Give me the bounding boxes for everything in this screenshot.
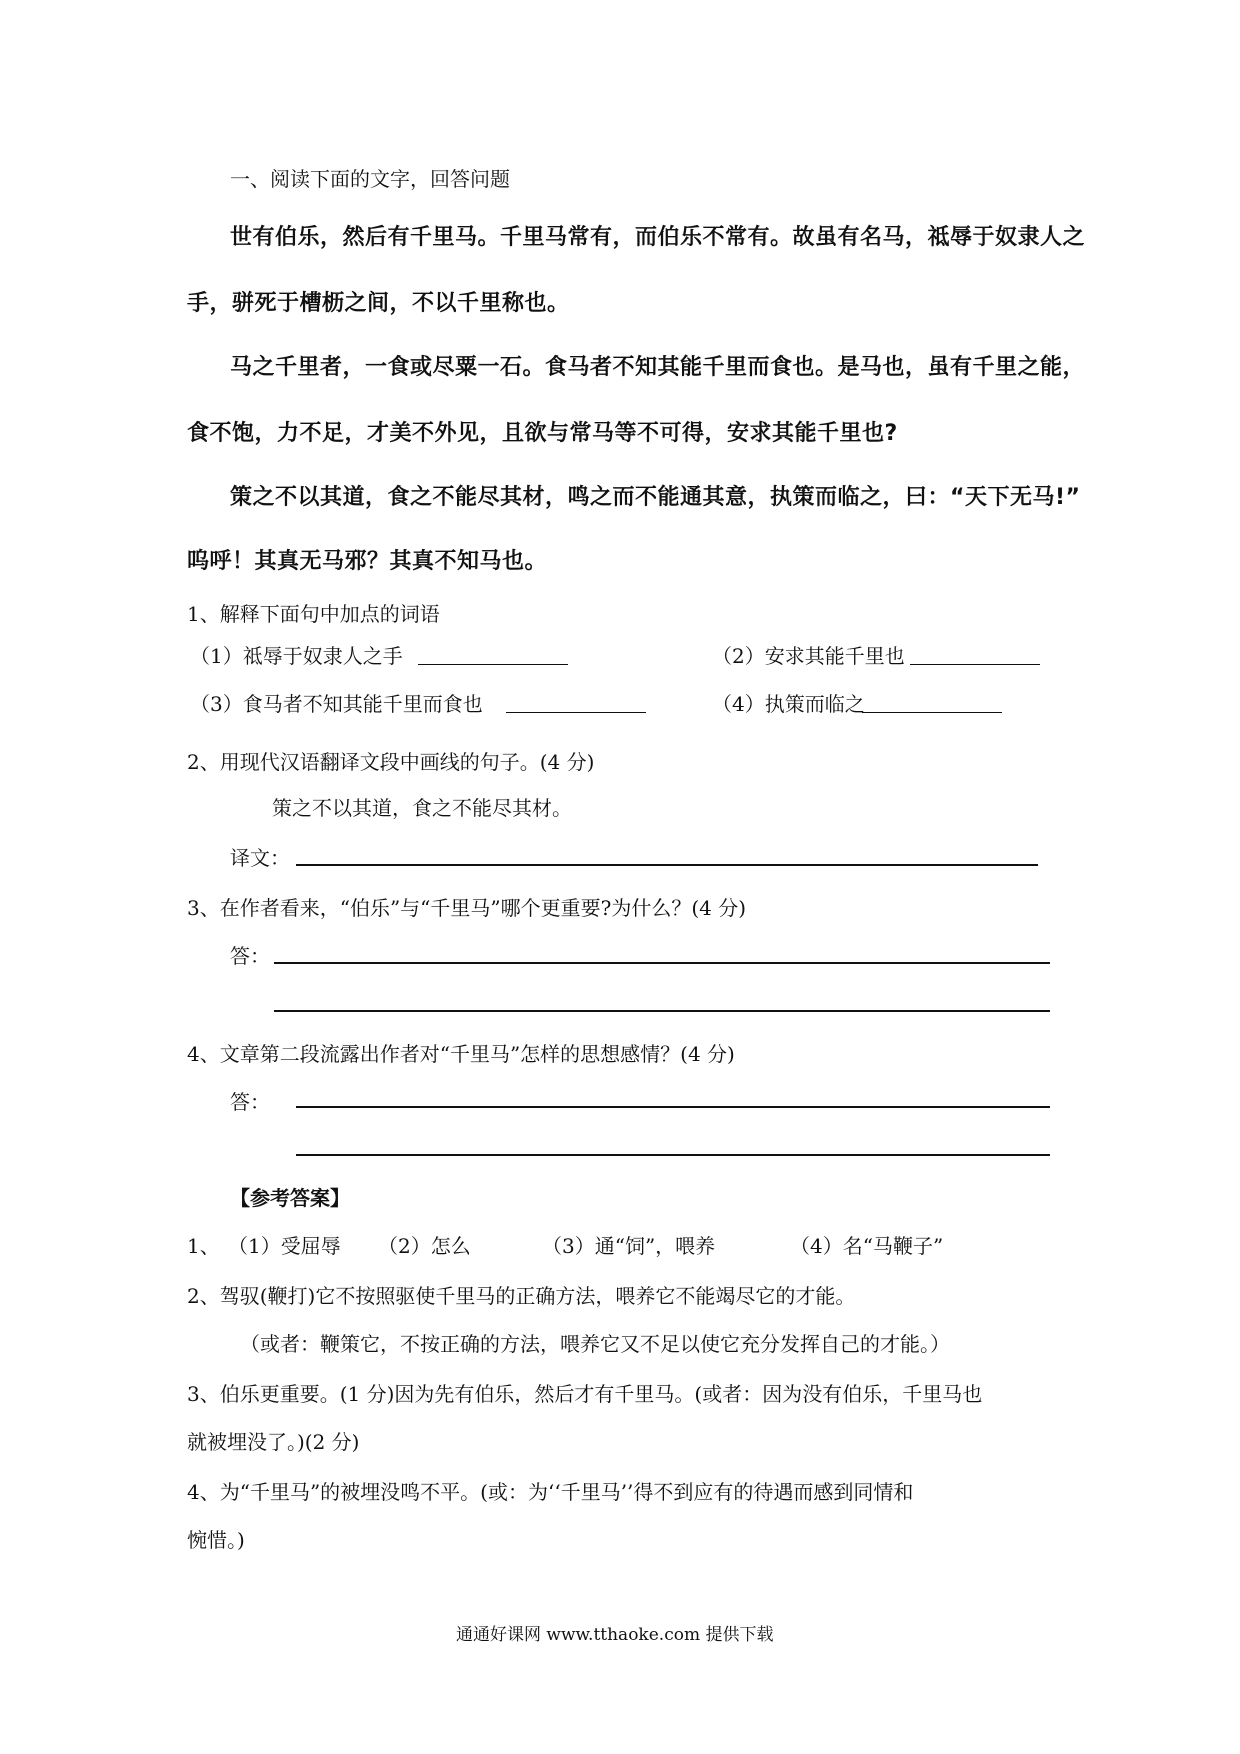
passage-p3-line1: 策之不以其道，食之不能尽其材，鸣之而不能通其意，执策而临之，曰：“天下无马!”	[230, 485, 1081, 510]
passage-p2-line1: 马之千里者，一食或尽粟一石。食马者不知其能千里而食也。是马也，虽有千里之能，	[230, 355, 1086, 380]
question-2-answer-label: 译文：	[230, 846, 290, 870]
answer-1-item-3: （3）通“饲”，喂养	[542, 1234, 716, 1258]
question-4-answer-line-2[interactable]	[296, 1154, 1050, 1156]
answer-1-item-4: （4）名“马鞭子”	[790, 1234, 944, 1258]
passage-p1-line2: 手，骈死于槽枥之间，不以千里称也。	[187, 291, 570, 316]
question-1-title: 1、解释下面句中加点的词语	[187, 602, 440, 626]
passage-p3-line2: 呜呼！其真无马邪？其真不知马也。	[187, 549, 548, 574]
question-1-item-1: （1）祗辱于奴隶人之手	[190, 644, 403, 668]
question-3-answer-line-2[interactable]	[274, 1010, 1050, 1012]
answer-4-line-1: 4、为“千里马”的被埋没鸣不平。(或：为‘‘千里马’’得不到应有的待遇而感到同情和	[187, 1480, 914, 1504]
passage-p1-line1: 世有伯乐，然后有千里马。千里马常有，而伯乐不常有。故虽有名马，祗辱于奴隶人之	[230, 225, 1086, 250]
answer-3-line-2: 就被埋没了。)(2 分)	[187, 1430, 360, 1454]
question-4-title: 4、文章第二段流露出作者对“千里马”怎样的思想感情？(4 分)	[187, 1042, 735, 1066]
question-2-title: 2、用现代汉语翻译文段中画线的句子。(4 分)	[187, 750, 595, 774]
answer-1-prefix: 1、	[187, 1234, 220, 1258]
question-3-answer-line-1[interactable]	[274, 962, 1050, 964]
answer-blank-3[interactable]	[506, 712, 646, 713]
answer-2-line-2: （或者：鞭策它，不按正确的方法，喂养它又不足以使它充分发挥自己的才能。）	[240, 1332, 950, 1356]
answer-1-item-1: （1）受屈辱	[228, 1234, 341, 1258]
answer-blank-1[interactable]	[418, 664, 568, 665]
question-3-answer-label: 答：	[230, 944, 270, 968]
question-2-answer-line[interactable]	[296, 864, 1038, 866]
question-1-item-4: （4）执策而临之	[712, 692, 865, 716]
answer-blank-4[interactable]	[862, 712, 1002, 713]
question-1-item-3: （3）食马者不知其能千里而食也	[190, 692, 483, 716]
question-4-answer-label: 答：	[230, 1090, 270, 1114]
answer-2-line-1: 2、驾驭(鞭打)它不按照驱使千里马的正确方法，喂养它不能竭尽它的才能。	[187, 1284, 856, 1308]
passage-p2-line2: 食不饱，力不足，才美不外见，且欲与常马等不可得，安求其能千里也?	[187, 421, 898, 446]
footer-text: 通通好课网 www.tthaoke.com 提供下载	[456, 1625, 774, 1645]
question-3-title: 3、在作者看来，“伯乐”与“千里马”哪个更重要?为什么？(4 分)	[187, 896, 747, 920]
question-2-sentence: 策之不以其道，食之不能尽其材。	[272, 796, 572, 820]
answer-blank-2[interactable]	[910, 664, 1040, 665]
answers-title: 【参考答案】	[230, 1186, 350, 1210]
answer-4-line-2: 惋惜。)	[187, 1528, 245, 1552]
section-title: 一、阅读下面的文字，回答问题	[230, 167, 510, 191]
answer-1-item-2: （2）怎么	[378, 1234, 471, 1258]
question-4-answer-line-1[interactable]	[296, 1106, 1050, 1108]
question-1-item-2: （2）安求其能千里也	[712, 644, 905, 668]
answer-3-line-1: 3、伯乐更重要。(1 分)因为先有伯乐，然后才有千里马。(或者：因为没有伯乐，千里马也	[187, 1382, 983, 1406]
